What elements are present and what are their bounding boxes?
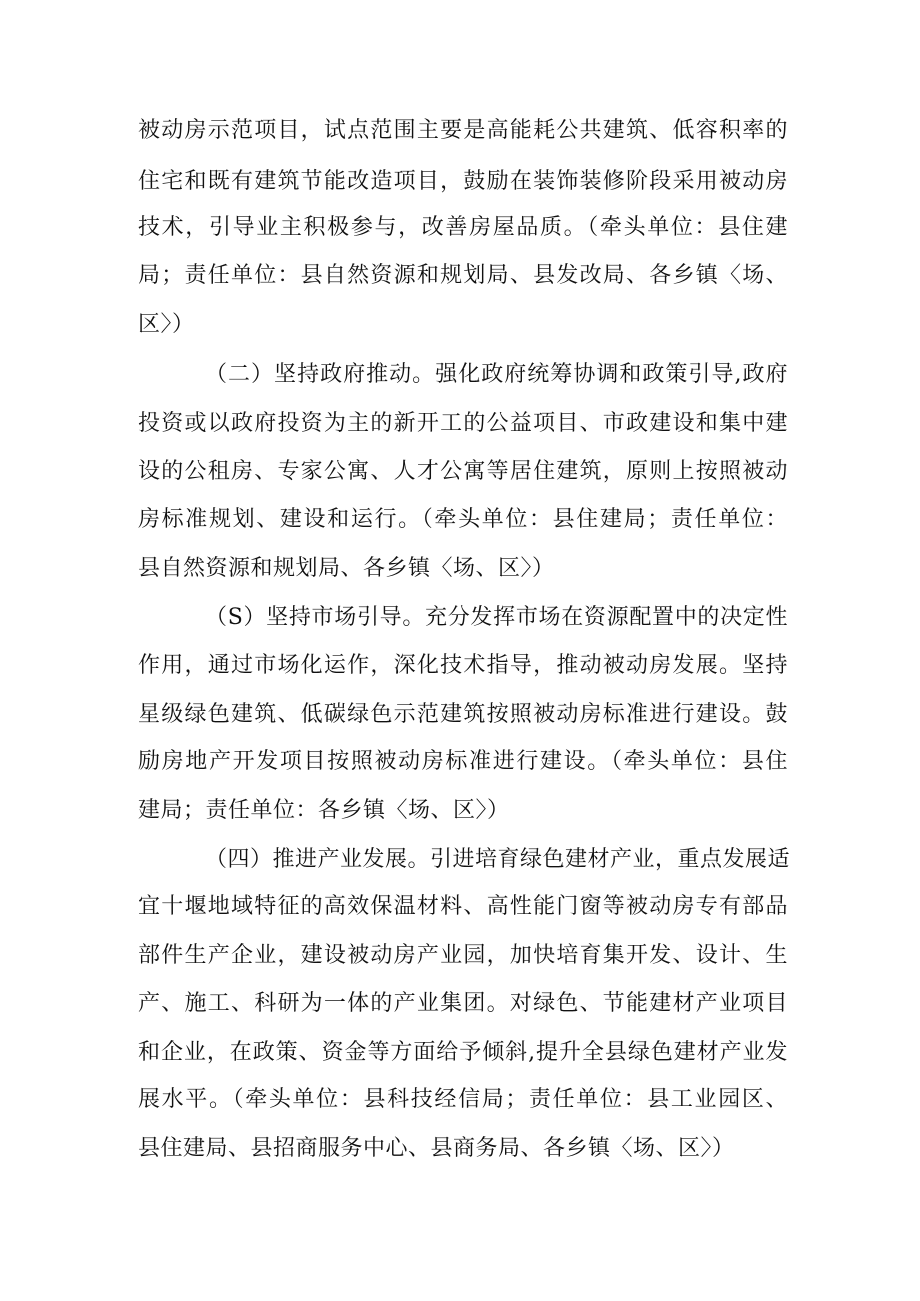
text-line: 县住建局、县招商服务中心、县商务局、各乡镇〈场、区〉） — [138, 1136, 735, 1161]
text-line: （S）坚持市场引导。充分发挥市场在资源配置中的决定性 — [205, 605, 788, 630]
text-line: 和企业，在政策、资金等方面给予倾斜,提升全县绿色建材产业发 — [138, 1040, 788, 1065]
text-line: 房标准规划、建设和运行。（牵头单位：县住建局；责任单位： — [138, 507, 788, 532]
text-line: 区〉） — [138, 312, 195, 337]
text-line: 建局；责任单位：各乡镇〈场、区〉） — [138, 798, 510, 823]
text-line: 设的公租房、专家公寓、人才公寓等居住建筑，原则上按照被动 — [138, 459, 788, 484]
text-line: 宜十堰地域特征的高效保温材料、高性能门窗等被动房专有部品 — [138, 894, 788, 919]
text-line: 县自然资源和规划局、各乡镇〈场、区〉） — [138, 556, 555, 581]
text-line: 局；责任单位：县自然资源和规划局、县发改局、各乡镇〈场、 — [138, 263, 788, 288]
text-line: 投资或以政府投资为主的新开工的公益项目、市政建设和集中建 — [138, 411, 788, 436]
text-line: （四）推进产业发展。引进培育绿色建材产业，重点发展适 — [205, 847, 791, 872]
text-line: 住宅和既有建筑节能改造项目，鼓励在装饰装修阶段采用被动房 — [138, 169, 788, 194]
text-line: 励房地产开发项目按照被动房标准进行建设。（牵头单位：县住 — [138, 749, 788, 774]
text-line: 展水平。（牵头单位：县科技经信局；责任单位：县工业园区、 — [138, 1087, 788, 1112]
text-line: 作用，通过市场化运作，深化技术指导，推动被动房发展。坚持 — [138, 653, 788, 678]
text-line: 产、施工、科研为一体的产业集团。对绿色、节能建材产业项目 — [138, 991, 788, 1016]
text-line: 技术，引导业主积极参与，改善房屋品质。（牵头单位：县住建 — [138, 215, 788, 240]
text-line: 部件生产企业，建设被动房产业园，加快培育集开发、设计、生 — [138, 943, 788, 968]
text-line: 星级绿色建筑、低碳绿色示范建筑按照被动房标准进行建设。鼓 — [138, 702, 788, 727]
text-line: 被动房示范项目，试点范围主要是高能耗公共建筑、低容积率的 — [138, 118, 788, 143]
text-line: （二）坚持政府推动。强化政府统筹协调和政策引导,政府 — [205, 362, 788, 387]
